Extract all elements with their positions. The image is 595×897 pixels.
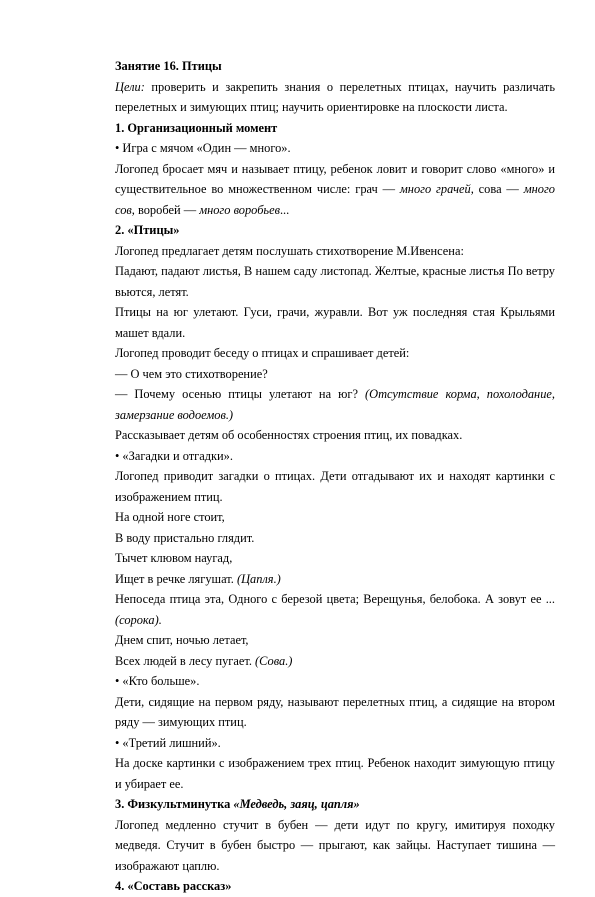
goals-text: проверить и закрепить знания о перелетных птицах, научить различать перелетных и зимующих птиц; научить ориентировке на плоскости листа.	[115, 79, 555, 114]
desc-example: много грачей,	[399, 182, 474, 196]
document-page	[115, 56, 555, 897]
section-4-heading: 4. «Составь рассказ»	[115, 879, 232, 893]
section-2-talk: Логопед проводит беседу о птицах и спрашивает детей:	[115, 346, 410, 360]
section-2-intro: Логопед предлагает детям послушать стихотворение М.Ивенсена:	[115, 243, 464, 258]
desc-text: ...	[279, 202, 290, 217]
riddle-text: Непоседа птица эта, Одного с березой цвета; Верещунья, белобока. А зовут ее ...	[115, 592, 555, 606]
goals-paragraph	[115, 77, 555, 118]
third-text: На доске картинки с изображением трех птиц. Ребенок находит зимующую птицу и убирает ее.	[115, 756, 555, 791]
question-2	[115, 384, 555, 425]
question-text: — Почему осенью птицы улетают на юг?	[115, 387, 365, 401]
riddles-heading: • «Загадки и отгадки».	[115, 448, 233, 463]
riddle-answer: (Цапля.)	[236, 571, 281, 586]
riddle-1-line: На одной ноге стоит,	[115, 510, 225, 524]
section-1-game: • Игра с мячом «Один — много».	[115, 141, 291, 155]
third-heading: • «Третий лишний».	[115, 735, 221, 750]
riddle-1-line: В воду пристально глядит.	[115, 530, 255, 545]
section-2-heading: 2. «Птицы»	[115, 223, 180, 237]
desc-text: сова —	[473, 182, 524, 196]
heading-game: «Медведь, заяц, цапля»	[233, 797, 360, 811]
section-1-description	[115, 159, 555, 221]
riddle-answer: (Сова.)	[255, 653, 293, 668]
section-2-tell: Рассказывает детям об особенностях строения птиц, их повадках.	[115, 428, 463, 442]
poem-stanza-1: Падают, падают листья, В нашем саду листопад. Желтые, красные листья По ветру вьются, летят.	[115, 264, 555, 299]
poem-stanza-2: Птицы на юг улетают. Гуси, грачи, журавли. Вот уж последняя стая Крыльями машет вдали.	[115, 305, 555, 340]
riddle-answer: (сорока).	[115, 612, 162, 627]
riddle-1-line	[115, 569, 555, 590]
riddle-2	[115, 589, 555, 630]
riddle-3-line	[115, 651, 555, 672]
riddle-text: Ищет в речке лягушат.	[115, 571, 237, 586]
desc-example: много сов,	[115, 182, 555, 217]
lesson-title: Занятие 16. Птицы	[115, 59, 222, 73]
section-3-text: Логопед медленно стучит в бубен — дети идут по кругу, имитируя походку медведя. Стучит в бубен быстро — прыгают, как зайцы. Наступает тишина — изображают цаплю.	[115, 817, 555, 873]
section-1-heading: 1. Организационный момент	[115, 120, 278, 135]
more-text: Дети, сидящие на первом ряду, называют перелетных птиц, а сидящие на втором ряду — зимующих птиц.	[115, 694, 555, 729]
desc-text: воробей —	[134, 202, 200, 217]
desc-text: Логопед бросает мяч и называет птицу, ребенок ловит и говорит слово «много» и существительное во множественном числе: грач —	[115, 161, 555, 196]
riddle-1-line: Тычет клювом наугад,	[115, 551, 233, 565]
question-1: — О чем это стихотворение?	[115, 366, 268, 381]
section-3-heading	[115, 794, 555, 815]
more-heading: • «Кто больше».	[115, 674, 200, 688]
riddle-3-line: Днем спит, ночью летает,	[115, 633, 249, 647]
riddle-text: Всех людей в лесу пугает.	[115, 653, 256, 668]
goals-label: Цели:	[115, 79, 145, 94]
desc-example: много воробьев	[199, 202, 280, 217]
question-answer: (Отсутствие корма, похолодание, замерзание водоемов.)	[115, 387, 555, 422]
heading-text: 3. Физкультминутка	[115, 797, 234, 811]
riddles-intro: Логопед приводит загадки о птицах. Дети отгадывают их и находят картинки с изображением птиц.	[115, 469, 555, 504]
